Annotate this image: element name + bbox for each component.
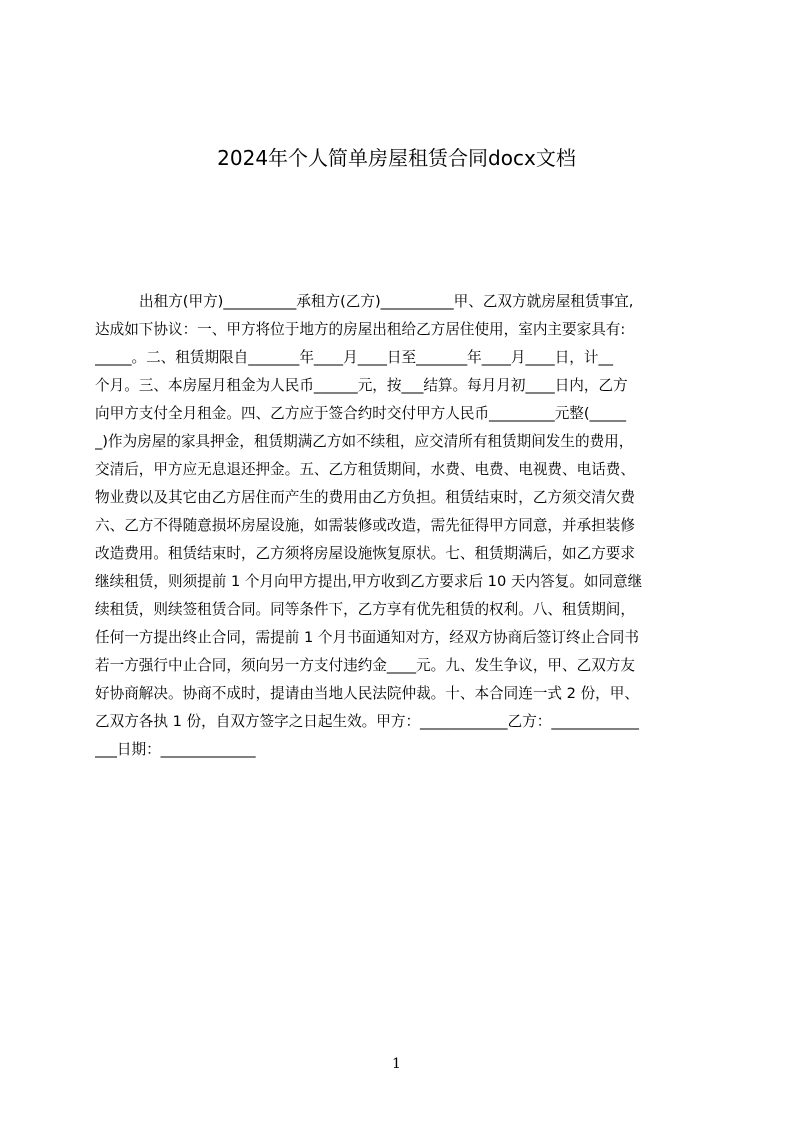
body-line: _)作为房屋的家具押金，租赁期满乙方如不续租，应交清所有租赁期间发生的费用，	[95, 433, 634, 450]
body-line: 向甲方支付全月租金。四、乙方应于签合约时交付甲方人民币_________元整(_____	[95, 405, 627, 422]
contract-body	[95, 288, 705, 764]
body-line: 改造费用。租赁结束时，乙方须将房屋设施恢复原状。七、租赁期满后，如乙方要求	[95, 545, 635, 562]
document-title: 2024年个人简单房屋租赁合同docx文档	[217, 146, 576, 170]
body-line: ___日期：_____________	[95, 741, 256, 758]
body-line: 若一方强行中止合同，须向另一方支付违约金____元。九、发生争议，甲、乙双方友	[95, 657, 635, 674]
body-line: _____。二、租赁期限自_______年____月____日至_______年____月____日，计__	[95, 349, 614, 366]
body-line: 乙双方各执 1 份，自双方签字之日起生效。甲方：____________乙方：____________	[95, 713, 639, 730]
body-line: 出租方(甲方)__________承租方(乙方)__________甲、乙双方就房屋租赁事宜,	[139, 293, 634, 310]
body-line: 六、乙方不得随意损坏房屋设施，如需装修或改造，需先征得甲方同意，并承担装修	[95, 517, 635, 534]
body-line: 个月。三、本房屋月租金为人民币______元，按___结算。每月月初____日内，乙方	[95, 377, 628, 394]
body-line: 任何一方提出终止合同，需提前 1 个月书面通知对方，经双方协商后签订终止合同书	[95, 629, 639, 646]
body-line: 达成如下协议：一、甲方将位于地方的房屋出租给乙方居住使用，室内主要家具有:	[95, 321, 626, 338]
body-line: 续租赁，则续签租赁合同。同等条件下，乙方享有优先租赁的权利。八、租赁期间，	[95, 601, 635, 618]
page-number: 1	[392, 1056, 401, 1072]
body-line: 好协商解决。协商不成时，提请由当地人民法院仲裁。十、本合同连一式 2 份，甲、	[95, 685, 639, 702]
body-line: 交清后，甲方应无息退还押金。五、乙方租赁期间，水费、电费、电视费、电话费、	[95, 461, 635, 478]
body-line: 物业费以及其它由乙方居住而产生的费用由乙方负担。租赁结束时，乙方须交清欠费	[95, 489, 635, 506]
body-line: 继续租赁，则须提前 1 个月向甲方提出,甲方收到乙方要求后 10 天内答复。如同意继	[95, 573, 643, 590]
